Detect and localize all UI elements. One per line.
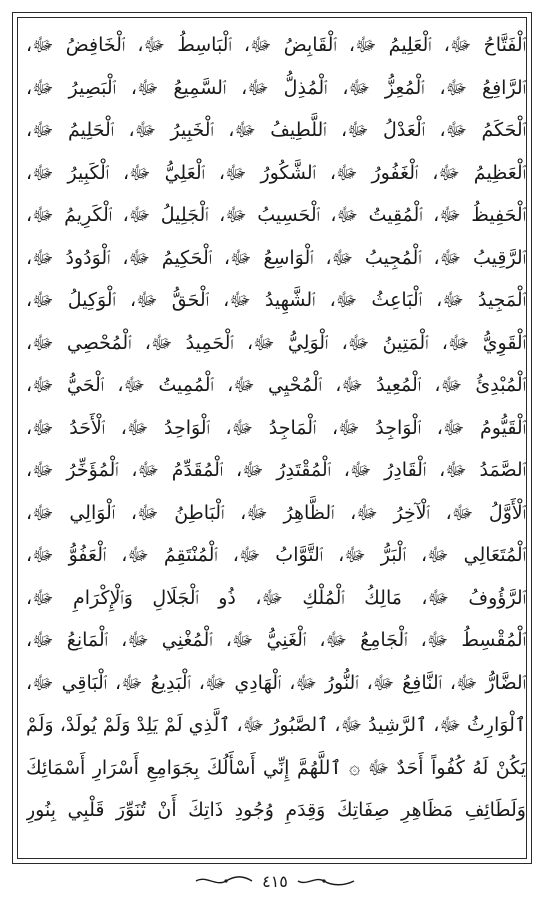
text-line-6: ٱلرَّقِيبُ ﷻ، ٱلْمُجِيبُ ﷻ، ٱلْوَاسِعُ ﷻ، ٱلْحَكِيمُ ﷻ، ٱلْوَدُودُ ﷻ،	[26, 246, 526, 269]
text-line-17: ٱلْوَارِثُ ﷻ، ٱلرَّشِيدُ ﷻ، ٱلصَّبُورُ ﷻ، ٱلَّذِي لَمْ يَلِدْ وَلَمْ يُولَدْ، وَلَمْ	[26, 714, 526, 736]
text-line-10: ٱلْقَيُّومُ ﷻ، ٱلْوَاجِدُ ﷻ، ٱلْمَاجِدُ ﷻ، ٱلْوَاحِدُ ﷻ، ٱلْأَحَدُ ﷻ،	[26, 416, 526, 439]
text-line-11: ٱلصَّمَدُ ﷻ، ٱلْقَادِرُ ﷻ، ٱلْمُقْتَدِرُ ﷻ، ٱلْمُقَدِّمُ ﷻ، ٱلْمُؤَخِّرُ ﷻ،	[26, 459, 526, 481]
text-line-15: ٱلْمُقْسِطُ ﷻ، ٱلْجَامِعُ ﷻ، ٱلْغَنِيُّ ﷻ، ٱلْمُغْنِي ﷻ، ٱلْمَانِعُ ﷻ،	[26, 629, 526, 651]
text-line-13: ٱلْمُتَعَالِي ﷻ، ٱلْبَرُّ ﷻ، ٱلتَّوَّابُ ﷻ، ٱلْمُنْتَقِمُ ﷻ، ٱلْعَفُوُّ ﷻ،	[26, 544, 526, 566]
text-line-3: ٱلْحَكَمُ ﷻ، ٱلْعَدْلُ ﷻ، ٱللَّطِيفُ ﷻ، ٱلْخَبِيرُ ﷻ، ٱلْحَلِيمُ ﷻ،	[26, 119, 526, 141]
page-footer	[0, 868, 550, 894]
flourish-right-icon	[296, 874, 356, 888]
text-line-14: ٱلرَّؤُوفُ ﷻ، مَالِكُ ٱلْمُلْكِ ﷻ، ذُو ٱلْجَلَالِ وَٱلْإِكْرَامِ ﷻ،	[26, 586, 526, 609]
page-number: ٤١٥	[262, 871, 288, 891]
text-line-9: ٱلْمُبْدِئُ ﷻ، ٱلْمُعِيدُ ﷻ، ٱلْمُحْيِي ﷻ، ٱلْمُمِيتُ ﷻ، ٱلْحَيُّ ﷻ،	[26, 374, 526, 396]
text-line-1: ٱلْفَتَّاحُ ﷻ، ٱلْعَلِيمُ ﷻ، ٱلْقَابِضُ ﷻ، ٱلْبَاسِطُ ﷻ، ٱلْخَافِضُ ﷻ،	[26, 34, 526, 56]
text-line-5: ٱلْحَفِيظُ ﷻ، ٱلْمُقِيتُ ﷻ، ٱلْحَسِيبُ ﷻ، ٱلْجَلِيلُ ﷻ، ٱلْكَرِيمُ ﷻ،	[26, 204, 526, 226]
text-line-19: وَلَطَائِفِ مَظَاهِرِ صِفَاتِكَ وَقِدَمِ وُجُودِ ذَاتِكَ أَنْ تُنَوِّرَ قَلْبِي بِنُورِ	[26, 799, 526, 821]
text-line-18: يَكُنْ لَهُ كُفُواً أَحَدٌ ﷻ ۞ ٱللَّهُمَّ إِنِّي أَسْأَلُكَ بِجَوَامِعِ أَسْرَارِ أَسْمَائِكَ	[26, 756, 526, 779]
flourish-left-icon	[194, 874, 254, 888]
text-line-16: ٱلضَّارُّ ﷻ، ٱلنَّافِعُ ﷻ، ٱلنُّورُ ﷻ، ٱلْهَادِي ﷻ، ٱلْبَدِيعُ ﷻ، ٱلْبَاقِي ﷻ،	[26, 671, 526, 694]
text-line-12: ٱلْأَوَّلُ ﷻ، ٱلْآخِرُ ﷻ، ٱلظَّاهِرُ ﷻ، ٱلْبَاطِنُ ﷻ، ٱلْوَالِي ﷻ،	[26, 501, 526, 524]
text-body	[26, 24, 526, 854]
text-line-8: ٱلْقَوِيُّ ﷻ، ٱلْمَتِينُ ﷻ، ٱلْوَلِيُّ ﷻ، ٱلْحَمِيدُ ﷻ، ٱلْمُحْصِي ﷻ،	[26, 331, 526, 354]
text-line-7: ٱلْمَجِيدُ ﷻ، ٱلْبَاعِثُ ﷻ، ٱلشَّهِيدُ ﷻ، ٱلْحَقُّ ﷻ، ٱلْوَكِيلُ ﷻ،	[26, 289, 526, 311]
text-line-4: ٱلْعَظِيمُ ﷻ، ٱلْغَفُورُ ﷻ، ٱلشَّكُورُ ﷻ، ٱلْعَلِيُّ ﷻ، ٱلْكَبِيرُ ﷻ،	[26, 161, 526, 184]
text-line-2: ٱلرَّافِعُ ﷻ، ٱلْمُعِزُّ ﷻ، ٱلْمُذِلُّ ﷻ، ٱلسَّمِيعُ ﷻ، ٱلْبَصِيرُ ﷻ،	[26, 76, 526, 99]
